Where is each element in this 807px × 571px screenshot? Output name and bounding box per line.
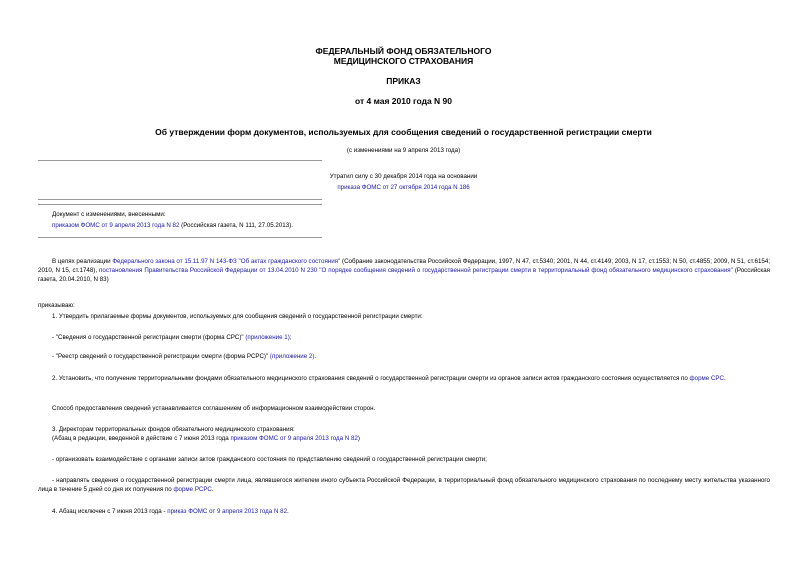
preamble-text: В целях реализации [52,258,113,265]
document-title: Об утверждении форм документов, используемых для сообщения сведений о государственной регистрации смерти [155,127,652,137]
document-type: ПРИКАЗ [386,76,421,86]
divider [38,237,322,238]
item-1-form-src [38,333,770,342]
item-3-organize: - организовать взаимодействие с органами записи актов гражданского состояния по представлению сведений о государственной регистрации смерти; [52,456,487,463]
item-3-send [38,476,770,494]
item-1: 1. Утвердить прилагаемые формы документов, используемых для сообщения сведений о государственной регистрации смерти: [52,313,423,320]
document-date: от 4 мая 2010 года N 90 [354,96,453,106]
item-text: ) [357,435,360,442]
item-1-form-rsrs [38,352,770,361]
divider [38,204,322,205]
item-text: 2. Установить, что получение территориальными фондами обязательного медицинского страхования сведений о государственной регистрации смерти из органов записи актов гражданского состояния осуществляется по [52,375,690,382]
item-text: ; [289,334,292,341]
form-src-link[interactable]: форме СРС [689,375,724,382]
amendment-source: (Российская газета, N 111, 27.05.2013). [179,222,293,229]
form-rsrs-link[interactable]: форме РСРС [173,486,212,493]
item-3-edition-note [38,434,770,443]
item-2 [38,374,770,383]
preamble-paragraph [38,257,770,284]
amendments-heading: Документ с изменениями, внесенными: [52,211,166,218]
item-text: . [723,375,726,382]
item-text: (Абзац в редакции, введенной в действие с 7 июня 2013 года [52,435,231,442]
order-word: приказываю: [38,302,75,309]
item-text: . [287,508,289,515]
item-text: . [211,486,214,493]
item-text: 4. Абзац исключен с 7 июня 2013 года - [52,508,168,515]
federal-law-link[interactable]: Федерального закона от 15.11.97 N 143-ФЗ "Об актах гражданского состояния" [112,258,341,265]
exclusion-order-link[interactable]: приказ ФОМС от 9 апреля 2013 года N 82 [167,508,288,515]
edition-order-link[interactable]: приказом ФОМС от 9 апреля 2013 года N 82 [230,435,358,442]
item-text: - направлять сведения о государственной регистрации смерти лица, являвшегося жителем иного субъекта Российской Федерации, в территориальный фонд обязательного медицинского страхования по последнему месту жительства указанного лица в течение 5 дней со дня их получения по [38,477,770,493]
preamble-text: (Российская газета, 20.04.2010, N 83) [38,267,771,283]
issuer-name-line2: МЕДИЦИНСКОГО СТРАХОВАНИЯ [333,56,474,66]
appendix-2-link[interactable]: (приложение 2) [269,353,315,360]
changes-note: (с изменениями на 9 апреля 2013 года) [346,147,461,154]
item-text: . [314,353,317,360]
issuer-name-line1: ФЕДЕРАЛЬНЫЙ ФОНД ОБЯЗАТЕЛЬНОГО [315,46,492,56]
repeal-status-block [0,184,807,192]
appendix-1-link[interactable]: (приложение 1) [245,334,290,341]
amendment-order-link[interactable]: приказом ФОМС от 9 апреля 2013 года N 82 [52,222,180,229]
item-text: - "Реестр сведений о государственной регистрации смерти (форма РСРС)" [52,353,270,360]
item-2-method: Способ предоставления сведений устанавливается соглашением об информационном взаимодействии сторон. [52,405,376,412]
repeal-order-link[interactable]: приказа ФОМС от 27 октября 2014 года N 186 [337,184,470,191]
item-3: 3. Директорам территориальных фондов обязательного медицинского страхования: [52,426,295,433]
amendments-entry [52,221,293,231]
item-4 [38,507,770,516]
government-decree-link[interactable]: постановления Правительства Российской Федерации от 13.04.2010 N 230 "О порядке сообщения сведений о государственной регистрации смерти в территориальный фонд обязательного медицинского страхования" [99,267,733,274]
repeal-status: Утратил силу с 30 декабря 2014 года на основании [329,173,478,180]
item-text: - "Сведения о государственной регистрации смерти (форма СРС)" [52,334,246,341]
preamble-text: (Собрание законодательства Российской Федерации, 1997, N 47, ст.5340; 2001, N 44, ст.4149; 2003, N 17, ст.1553; N 50, ст.4855; 2009, N 51, ст.6154; 2010, N 15, ст.1748), [38,258,770,274]
divider [38,160,322,161]
divider [38,199,322,200]
